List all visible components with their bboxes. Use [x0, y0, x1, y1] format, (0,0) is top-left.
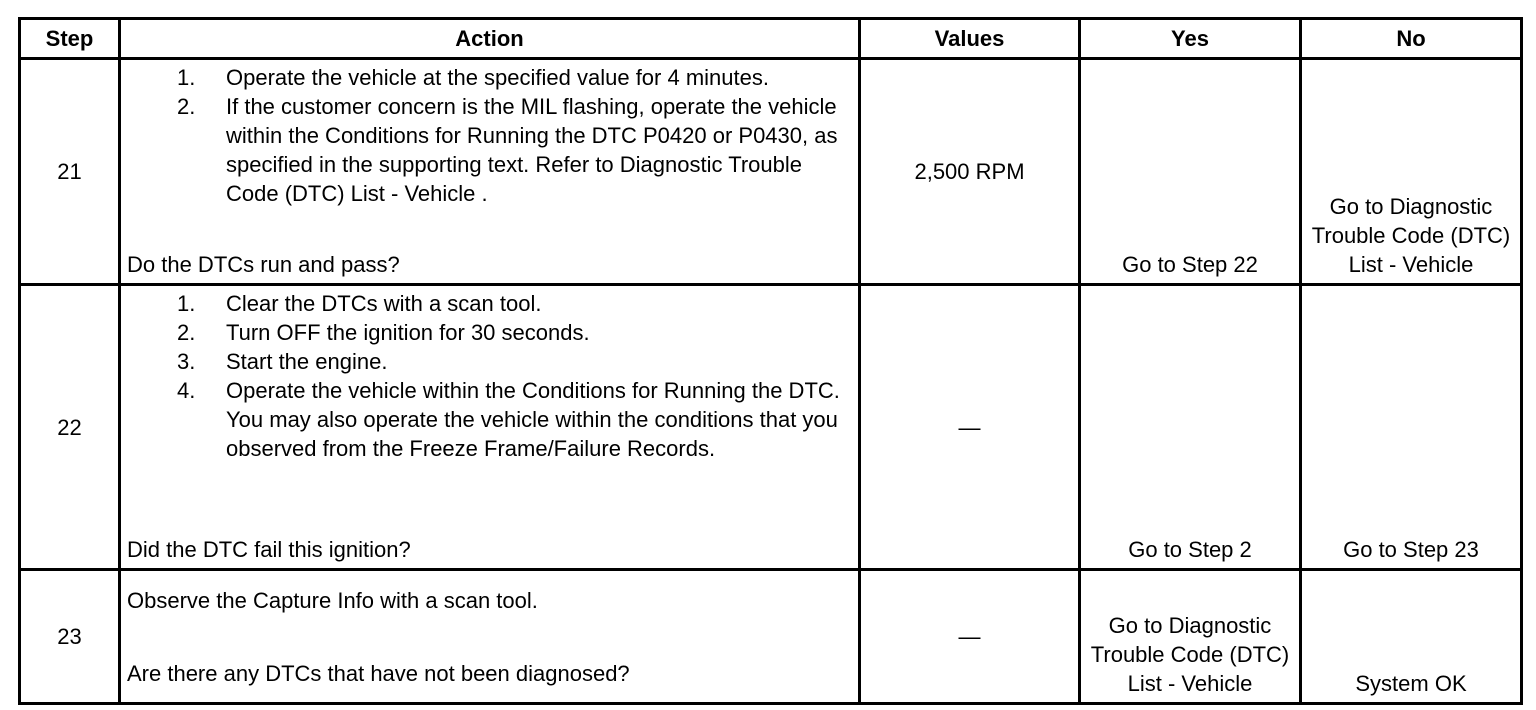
list-item [121, 376, 858, 463]
diagnostic-table [18, 17, 1523, 705]
no-cell: System OK [1301, 570, 1522, 704]
action-cell [120, 285, 860, 570]
header-yes: Yes [1080, 19, 1301, 59]
header-no: No [1301, 19, 1522, 59]
list-number: 3. [177, 349, 196, 374]
question-text: Are there any DTCs that have not been diagnosed? [127, 661, 630, 686]
list-number: 1. [177, 65, 196, 90]
list-number: 4. [177, 378, 196, 403]
step-number: 21 [20, 59, 120, 285]
list-item [121, 318, 858, 347]
header-values: Values [860, 19, 1080, 59]
list-text: Operate the vehicle within the Conditions for Running the DTC. You may also operate the vehicle within the conditions that you observed from the Freeze Frame/Failure Records. [226, 378, 840, 461]
action-cell [120, 570, 860, 704]
question-text: Did the DTC fail this ignition? [127, 537, 411, 562]
list-text: Turn OFF the ignition for 30 seconds. [226, 320, 590, 345]
no-cell: Go to Step 23 [1301, 285, 1522, 570]
list-number: 2. [177, 320, 196, 345]
action-steps [121, 60, 858, 208]
list-number: 1. [177, 291, 196, 316]
list-text: Start the engine. [226, 349, 388, 374]
question-text: Do the DTCs run and pass? [127, 252, 400, 277]
list-item [121, 92, 858, 208]
list-text: If the customer concern is the MIL flashing, operate the vehicle within the Conditions for Running the DTC P0420 or P0430, as specified in the supporting text. Refer to Diagnostic Trouble Code (DTC) List - Vehicle . [226, 94, 838, 206]
list-number: 2. [177, 94, 196, 119]
action-cell [120, 59, 860, 285]
value-cell: — [860, 285, 1080, 570]
action-steps [121, 286, 858, 463]
step-number: 23 [20, 570, 120, 704]
header-action: Action [120, 19, 860, 59]
value-cell: 2,500 RPM [860, 59, 1080, 285]
no-cell: Go to Diagnostic Trouble Code (DTC) List - Vehicle [1301, 59, 1522, 285]
list-item [121, 63, 858, 92]
header-step: Step [20, 19, 120, 59]
table-row [20, 570, 1522, 704]
action-text: Observe the Capture Info with a scan tool. [127, 588, 538, 613]
value-cell: — [860, 570, 1080, 704]
table-row [20, 59, 1522, 285]
header-row [20, 19, 1522, 59]
table-row [20, 285, 1522, 570]
list-item [121, 347, 858, 376]
list-item [121, 289, 858, 318]
list-text: Clear the DTCs with a scan tool. [226, 291, 542, 316]
list-text: Operate the vehicle at the specified value for 4 minutes. [226, 65, 769, 90]
yes-cell: Go to Step 2 [1080, 285, 1301, 570]
step-number: 22 [20, 285, 120, 570]
yes-cell: Go to Diagnostic Trouble Code (DTC) List - Vehicle [1080, 570, 1301, 704]
yes-cell: Go to Step 22 [1080, 59, 1301, 285]
